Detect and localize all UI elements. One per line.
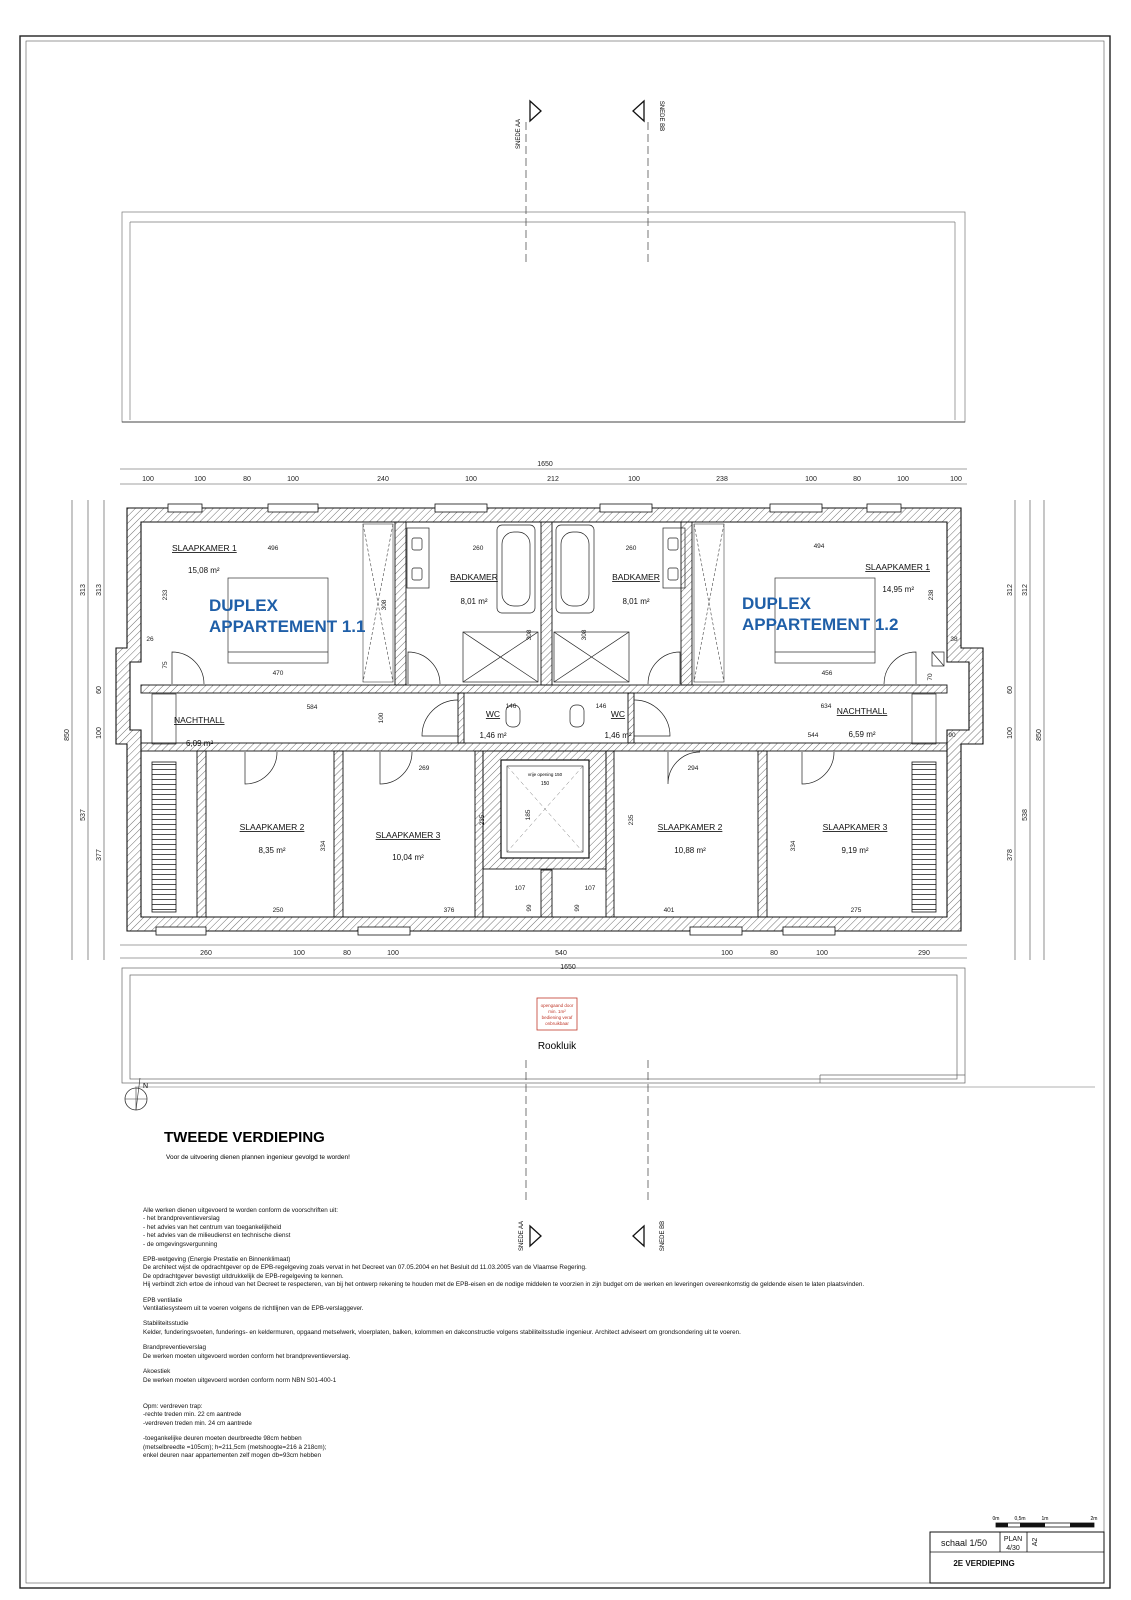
room-name: WC	[610, 709, 626, 719]
apartment-label: APPARTEMENT 1.1	[209, 617, 366, 636]
note-line: Opm: verdreven trap:	[143, 1402, 203, 1410]
dim-left: 313	[96, 584, 103, 596]
dim-interior: 99	[526, 904, 533, 912]
dim-interior: 100	[378, 712, 385, 724]
room-name: SLAAPKAMER 3	[375, 830, 441, 840]
dim-top: 100	[897, 476, 909, 483]
room-name: BADKAMER	[612, 572, 660, 582]
dim-right: 312	[1022, 584, 1029, 596]
room-area: 10,88 m²	[674, 846, 706, 855]
title-block-plan-number: 4/30	[1006, 1545, 1020, 1552]
dim-interior: 376	[443, 907, 455, 914]
title-block-scale: schaal 1/50	[940, 1538, 988, 1548]
dim-interior: 146	[505, 703, 517, 710]
scale-bar-label: 1m	[1041, 1516, 1049, 1522]
dim-top: 100	[194, 476, 206, 483]
scale-bar-label: 0m	[992, 1516, 1000, 1522]
note-line: -verdreven treden min. 24 cm aantrede	[143, 1419, 252, 1427]
note-line: De werken moeten uitgevoerd worden conform het brandpreventieverslag.	[143, 1352, 351, 1360]
room-area: 8,01 m²	[460, 597, 488, 606]
section-bb-label-bottom: SNEDE BB	[660, 1220, 666, 1252]
room-area: 15,08 m²	[188, 566, 220, 575]
note-line: Akoestiek	[143, 1368, 171, 1376]
note-line: (metselbreedte =105cm); h=211,5cm (metshoogte=216 à 218cm);	[143, 1443, 327, 1451]
room-name: SLAAPKAMER 3	[822, 822, 888, 832]
title-block	[930, 1532, 1104, 1583]
dim-interior: 238	[928, 589, 935, 601]
dim-top: 212	[547, 476, 559, 483]
room-area: 6,59 m²	[848, 730, 876, 739]
note-line: De werken moeten uitgevoerd worden conform norm NBN S01-400-1	[143, 1376, 337, 1384]
dim-bottom: 80	[343, 950, 351, 957]
dim-bottom-total: 1650	[560, 964, 576, 971]
dim-interior: 38	[950, 636, 958, 643]
apartment-label: DUPLEX	[742, 594, 811, 613]
note-line: -toegankelijke deuren moeten deurbreedte 98cm hebben	[143, 1435, 302, 1443]
terrace-outline-bottom	[122, 968, 1095, 1087]
title-block-plan-label: PLAN	[1003, 1536, 1023, 1543]
dim-interior: 334	[320, 840, 327, 852]
dim-bottom: 80	[770, 950, 778, 957]
dim-right: 538	[1022, 809, 1029, 821]
general-notes	[143, 1207, 1073, 1460]
dim-bottom: 100	[721, 950, 733, 957]
dim-interior: 26	[146, 636, 154, 643]
dim-interior: 260	[472, 545, 484, 552]
section-aa-label-bottom: SNEDE AA	[519, 1220, 525, 1252]
dim-bottom: 100	[816, 950, 828, 957]
room-name: SLAAPKAMER 1	[865, 562, 930, 572]
room-name: NACHTHALL	[836, 706, 888, 716]
dim-bottom: 260	[200, 950, 212, 957]
dim-bottom: 290	[918, 950, 930, 957]
dim-bottom: 100	[293, 950, 305, 957]
room-area: 1,46 m²	[479, 731, 507, 740]
room-name: SLAAPKAMER 1	[172, 543, 237, 553]
section-line-bb	[633, 101, 648, 1246]
dim-interior: 250	[272, 907, 284, 914]
apartment-label: APPARTEMENT 1.2	[742, 615, 899, 634]
dim-top: 238	[716, 476, 728, 483]
note-line: - het brandpreventieverslag	[143, 1215, 220, 1223]
dim-left: 377	[96, 849, 103, 861]
note-line: - het advies van de milieudienst en technische dienst	[143, 1232, 291, 1240]
room-area: 1,46 m²	[604, 731, 632, 740]
title-block-rev: A2	[1032, 1537, 1039, 1547]
dim-top: 100	[465, 476, 477, 483]
dim-interior: 401	[663, 907, 675, 914]
dim-interior: 308	[581, 629, 588, 641]
stairs-right	[912, 694, 936, 912]
note-line: Brandpreventieverslag	[143, 1344, 207, 1352]
section-aa-label-top: SNEDE AA	[516, 118, 522, 150]
dim-interior: 70	[927, 673, 934, 681]
dim-interior: 470	[272, 670, 284, 677]
dim-interior: 107	[514, 885, 526, 892]
dim-right-outer: 850	[1036, 729, 1043, 741]
dim-left: 537	[80, 809, 87, 821]
dim-top: 80	[853, 476, 861, 483]
dim-top: 240	[377, 476, 389, 483]
smoke-hatch-label: Rookluik	[537, 1041, 577, 1052]
dim-interior: 235	[479, 814, 486, 826]
room-area: 6,09 m²	[186, 739, 214, 748]
north-label: N	[143, 1083, 149, 1090]
windows	[156, 504, 901, 935]
dim-interior: 107	[584, 885, 596, 892]
dim-interior: 235	[628, 814, 635, 826]
void-opening	[483, 751, 606, 869]
dim-right: 378	[1007, 849, 1014, 861]
dim-interior: 634	[820, 703, 832, 710]
dim-interior: 496	[267, 545, 279, 552]
dim-left: 313	[80, 584, 87, 596]
smoke-hatch-note: min. 1m²	[548, 1009, 566, 1014]
dim-top: 80	[243, 476, 251, 483]
note-line: EPB ventilatie	[143, 1296, 183, 1304]
room-name: BADKAMER	[450, 572, 498, 582]
note-line: Hij verbindt zich ertoe de inhoud van het Decreet te respecteren, van bij het ontwerp rekening te houden met de EPB-eisen en de nodige middelen te voorzien in zijn budget om de werken en leveringen overeenkomstig de geldende eisen te laten plaatsvinden.	[143, 1281, 865, 1289]
room-name: SLAAPKAMER 2	[239, 822, 305, 832]
dim-left: 100	[96, 727, 103, 739]
dim-interior: 90	[948, 732, 956, 739]
dim-interior: 75	[162, 661, 169, 669]
note-line: Kelder, funderingsvoeten, funderings- en keldermuren, opgaand metselwerk, vloerplaten, balken, kolommen en dakconstructie volgens stabiliteitsstudie ingenieur. Architect adviseert om grondsondering uit te voeren.	[143, 1328, 741, 1336]
note-line: De architect wijst de opdrachtgever op de EPB-regelgeving zoals vervat in het Decreet van 07.05.2004 en het Besluit dd 11.03.2005 van de Vlaamse Regering.	[143, 1264, 587, 1272]
dim-interior: 233	[162, 589, 169, 601]
dim-interior: 99	[574, 904, 581, 912]
void-note: vrije opening 150	[527, 772, 563, 777]
dim-top: 100	[950, 476, 962, 483]
dim-interior: 544	[807, 732, 819, 739]
section-line-aa	[526, 101, 541, 1246]
scale-bar-label: 0,5m	[1014, 1516, 1026, 1522]
scale-bar	[993, 1516, 1098, 1527]
note-line: -rechte treden min. 22 cm aantrede	[143, 1411, 242, 1419]
smoke-hatch	[537, 998, 577, 1052]
room-area: 8,35 m²	[258, 846, 286, 855]
note-line: Ventilatiesysteem uit te voeren volgens de richtlijnen van de EPB-verslaggever.	[143, 1305, 364, 1313]
dim-interior: 146	[595, 703, 607, 710]
dim-interior: 260	[625, 545, 637, 552]
dim-interior: 275	[850, 907, 862, 914]
dim-interior: 185	[525, 809, 532, 821]
note-line: - het advies van het centrum van toegankelijkheid	[143, 1223, 282, 1231]
room-name: NACHTHALL	[174, 715, 225, 725]
dim-interior: 584	[306, 704, 318, 711]
dim-right: 312	[1007, 584, 1014, 596]
note-line: Stabiliteitsstudie	[143, 1320, 189, 1328]
note-line: Alle werken dienen uitgevoerd te worden conform de voorschriften uit:	[143, 1207, 338, 1214]
dim-top: 100	[287, 476, 299, 483]
note-line: enkel deuren naar appartementen zelf mogen db=93cm hebben	[143, 1451, 322, 1459]
dim-interior: 456	[821, 670, 833, 677]
room-area: 10,04 m²	[392, 853, 424, 862]
dim-interior: 269	[418, 765, 430, 772]
smoke-hatch-note: bediening veraf	[541, 1015, 573, 1020]
note-line: EPB-wetgeving (Energie Prestatie en Binnenklimaat)	[143, 1256, 291, 1264]
dim-left-outer: 850	[64, 729, 71, 741]
dim-top: 100	[628, 476, 640, 483]
drawing-subtitle: Voor de uitvoering dienen plannen ingenieur gevolgd te worden!	[166, 1154, 350, 1161]
room-name: SLAAPKAMER 2	[657, 822, 723, 832]
dim-top: 100	[805, 476, 817, 483]
dim-left: 60	[96, 686, 103, 694]
dim-top-total: 1650	[537, 461, 553, 468]
dim-interior: 294	[687, 765, 699, 772]
note-line: - de omgevingsvergunning	[143, 1240, 218, 1248]
void-dim: 150	[540, 781, 550, 787]
apartment-label: DUPLEX	[209, 596, 278, 615]
note-line: De opdrachtgever bevestigt uitdrukkelijk de EPB-regelgeving te kennen.	[143, 1272, 344, 1280]
roof-outline-top	[122, 212, 965, 422]
dim-interior: 334	[790, 840, 797, 852]
dim-right: 60	[1007, 686, 1014, 694]
room-name: WC	[485, 709, 501, 719]
drawing-title: TWEEDE VERDIEPING	[164, 1129, 325, 1146]
dim-interior: 308	[526, 629, 533, 641]
smoke-hatch-note: opengaand door	[540, 1003, 574, 1008]
stairs-left	[152, 694, 176, 912]
dim-top: 100	[142, 476, 154, 483]
title-block-sheet-name: 2E VERDIEPING	[953, 1559, 1015, 1568]
smoke-hatch-note: onbruikbaar	[545, 1021, 569, 1026]
dim-bottom: 100	[387, 950, 399, 957]
section-bb-label-top: SNEDE BB	[658, 100, 664, 132]
room-area: 9,19 m²	[841, 846, 869, 855]
dim-bottom: 540	[555, 950, 567, 957]
dim-interior: 308	[381, 599, 388, 611]
room-area: 8,01 m²	[622, 597, 650, 606]
dim-interior: 494	[813, 543, 825, 550]
dim-right: 100	[1007, 727, 1014, 739]
scale-bar-label: 2m	[1090, 1516, 1098, 1522]
room-area: 14,95 m²	[882, 585, 914, 594]
